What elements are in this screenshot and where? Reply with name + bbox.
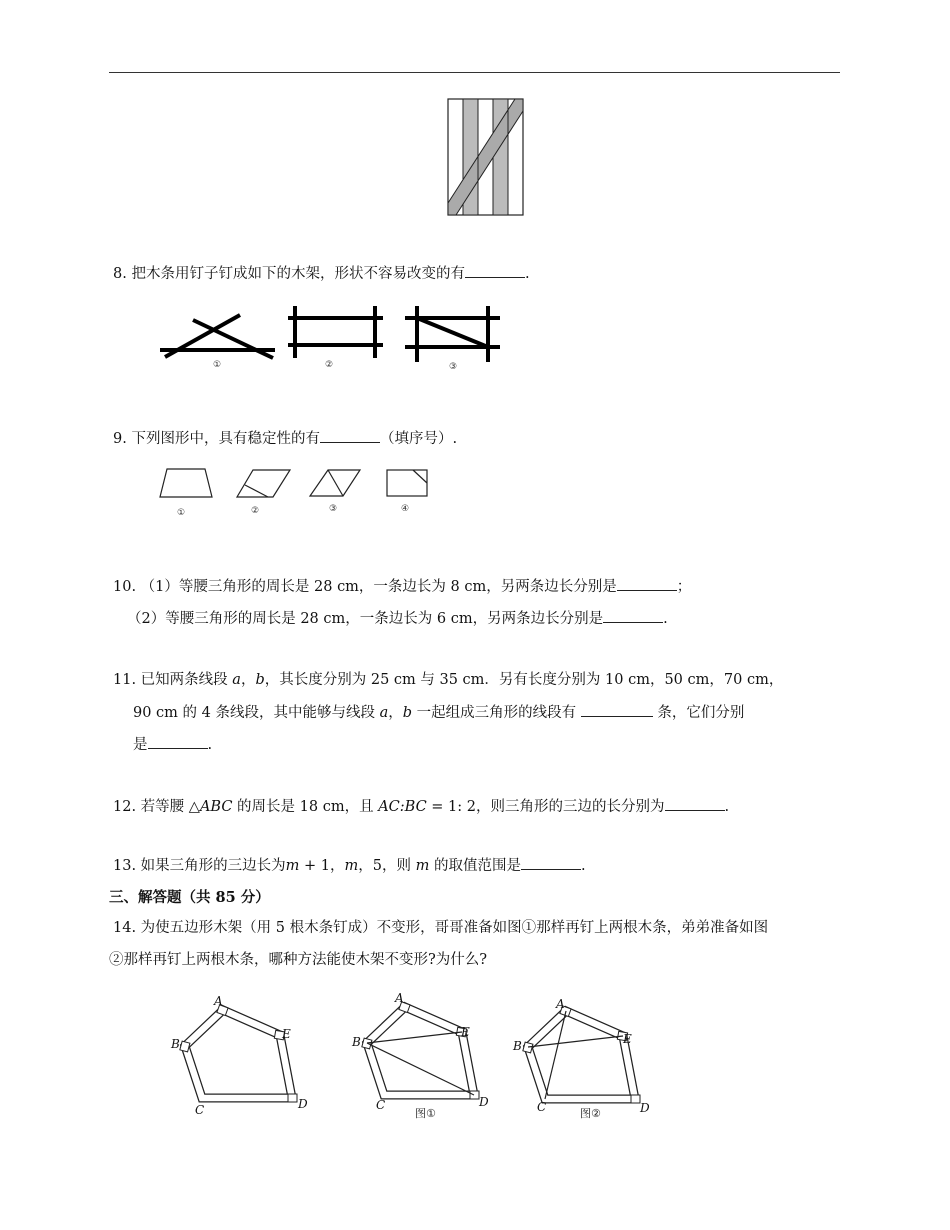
q12-triangle-abc: ABC	[199, 799, 233, 815]
fig2-caption: 图②	[580, 1107, 601, 1120]
vertex-d-label-3: D	[640, 1101, 650, 1115]
q8-frame-2	[288, 306, 383, 358]
q12-text-c: = 1: 2，则三角形的三边的长分别为	[431, 799, 665, 815]
vertex-b-label-1: B	[171, 1037, 180, 1051]
question-11-line-2	[133, 702, 744, 723]
q9-parallelogram-a	[237, 470, 290, 497]
vertex-c-label-3: C	[537, 1100, 547, 1114]
q13-var-m-1: m	[285, 858, 300, 874]
q8-caption-3: ③	[449, 362, 458, 372]
q14-number: 14.	[113, 920, 137, 936]
q8-text: 把木条用钉子钉成如下的木架，形状不容易改变的有	[131, 266, 465, 282]
question-9	[113, 428, 457, 449]
q8-number: 8.	[113, 266, 127, 282]
q9-tail: （填序号）.	[379, 431, 458, 447]
q8-caption-2: ②	[325, 360, 334, 370]
q11-var-b-2: b	[402, 705, 413, 721]
q10-line1: （1）等腰三角形的周长是 28 cm，一条边长为 8 cm，另两条边长分别是	[140, 579, 617, 595]
q8-answer-blank[interactable]	[465, 263, 525, 278]
q12-answer-blank[interactable]	[665, 796, 725, 811]
q14-text-1: 为使五边形木架（用 5 根木条钉成）不变形，哥哥准备如图①那样再钉上两根木条，弟弟准备如图	[140, 920, 769, 936]
q12-text-a: 若等腰 △	[140, 799, 200, 815]
question-10-part-1	[113, 576, 691, 597]
q10-answer-blank-1[interactable]	[617, 576, 677, 591]
q8-caption-1: ①	[213, 360, 222, 370]
q9-caption-3: ③	[329, 504, 338, 514]
q10-line2: （2）等腰三角形的周长是 28 cm，一条边长为 6 cm，另两条边长分别是	[127, 611, 604, 627]
q10-line1-end: ；	[676, 579, 692, 595]
q13-text-a: 如果三角形的三边长为	[140, 858, 286, 874]
vertex-a-label-3: A	[556, 997, 565, 1011]
question-10-part-2	[127, 608, 668, 629]
q10-line2-end: .	[663, 611, 668, 627]
q8-frame-1	[160, 315, 275, 358]
q9-square	[387, 470, 427, 496]
q10-number: 10.	[113, 579, 137, 595]
q9-caption-4: ④	[401, 504, 410, 514]
q13-text-b: + 1，	[304, 858, 345, 874]
q13-var-m-3: m	[415, 858, 430, 874]
q11-text-1a: 已知两条线段	[140, 672, 228, 688]
q12-end: .	[724, 799, 730, 815]
q13-number: 13.	[113, 858, 137, 874]
q11-text-2c: 条，它们分别	[657, 705, 745, 721]
q9-number: 9.	[113, 431, 127, 447]
question-12	[113, 796, 729, 817]
q13-var-m-2: m	[344, 858, 359, 874]
q11-sep-1: ，	[240, 672, 256, 688]
q11-answer-blank-segments[interactable]	[148, 734, 208, 749]
q14-pentagon-figures	[165, 988, 665, 1123]
q11-sep-2: ，	[388, 705, 403, 721]
question-11-line-3	[133, 734, 212, 755]
striped-rectangle-figure	[440, 95, 530, 217]
fig1-caption: 图①	[415, 1107, 436, 1120]
q13-text-c: ，5，则	[358, 858, 411, 874]
vertex-d-label-1: D	[298, 1097, 308, 1111]
q9-caption-1: ①	[177, 508, 186, 518]
q13-answer-blank[interactable]	[521, 855, 581, 870]
vertex-c-label-2: C	[376, 1098, 386, 1112]
q11-text-2b: 一起组成三角形的线段有	[416, 705, 577, 721]
q14-pentagon-original	[170, 994, 308, 1117]
vertex-c-label-1: C	[195, 1103, 205, 1117]
q11-text-1b: ，其长度分别为 25 cm 与 35 cm．另有长度分别为 10 cm，50 cm，70 cm，	[264, 672, 784, 688]
q8-frame-3	[405, 306, 500, 362]
q9-trapezoid	[160, 469, 212, 497]
question-13	[113, 855, 586, 876]
q8-wood-frames-figure	[155, 300, 515, 380]
vertex-d-label-2: D	[479, 1095, 489, 1109]
question-8	[113, 263, 530, 284]
q9-caption-2: ②	[251, 506, 260, 516]
q12-text-b: 的周长是 18 cm，且	[237, 799, 374, 815]
vertex-a-label-2: A	[395, 991, 404, 1005]
q11-end: .	[207, 737, 213, 753]
q11-answer-blank-count[interactable]	[581, 702, 653, 717]
question-11-line-1	[113, 670, 783, 690]
vertex-e-label-3: E	[623, 1032, 632, 1046]
q9-text: 下列图形中，具有稳定性的有	[131, 431, 320, 447]
q11-var-a: a	[232, 672, 241, 688]
q11-var-b: b	[255, 672, 265, 688]
q10-answer-blank-2[interactable]	[603, 608, 663, 623]
q11-text-2a: 90 cm 的 4 条线段，其中能够与线段	[133, 705, 375, 721]
vertex-b-label-3: B	[513, 1039, 522, 1053]
header-rule	[109, 72, 840, 73]
q14-pentagon-fig2	[512, 997, 650, 1120]
q13-end: .	[580, 858, 586, 874]
q12-number: 12.	[113, 799, 137, 815]
vertex-b-label-2: B	[352, 1035, 361, 1049]
vertex-e-label-1: E	[282, 1027, 291, 1041]
vertex-a-label-1: A	[214, 994, 223, 1008]
q12-ratio: AC:BC	[378, 799, 427, 815]
q9-parallelogram-b	[310, 470, 360, 496]
question-14-line-1	[113, 918, 768, 938]
q11-var-a-2: a	[379, 705, 389, 721]
vertex-e-label-2: E	[461, 1025, 470, 1039]
q11-text-3: 是	[133, 737, 148, 753]
q9-answer-blank[interactable]	[320, 428, 380, 443]
section-3-heading: 三、解答题（共 85 分）	[109, 889, 270, 906]
question-14-line-2: ②那样再钉上两根木条，哪种方法能使木架不变形?为什么?	[109, 952, 488, 968]
q11-number: 11.	[113, 672, 137, 688]
q14-pentagon-fig1	[351, 991, 489, 1120]
q13-text-d: 的取值范围是	[433, 858, 521, 874]
q8-end: .	[524, 266, 530, 282]
q9-shapes-figure	[155, 462, 440, 522]
